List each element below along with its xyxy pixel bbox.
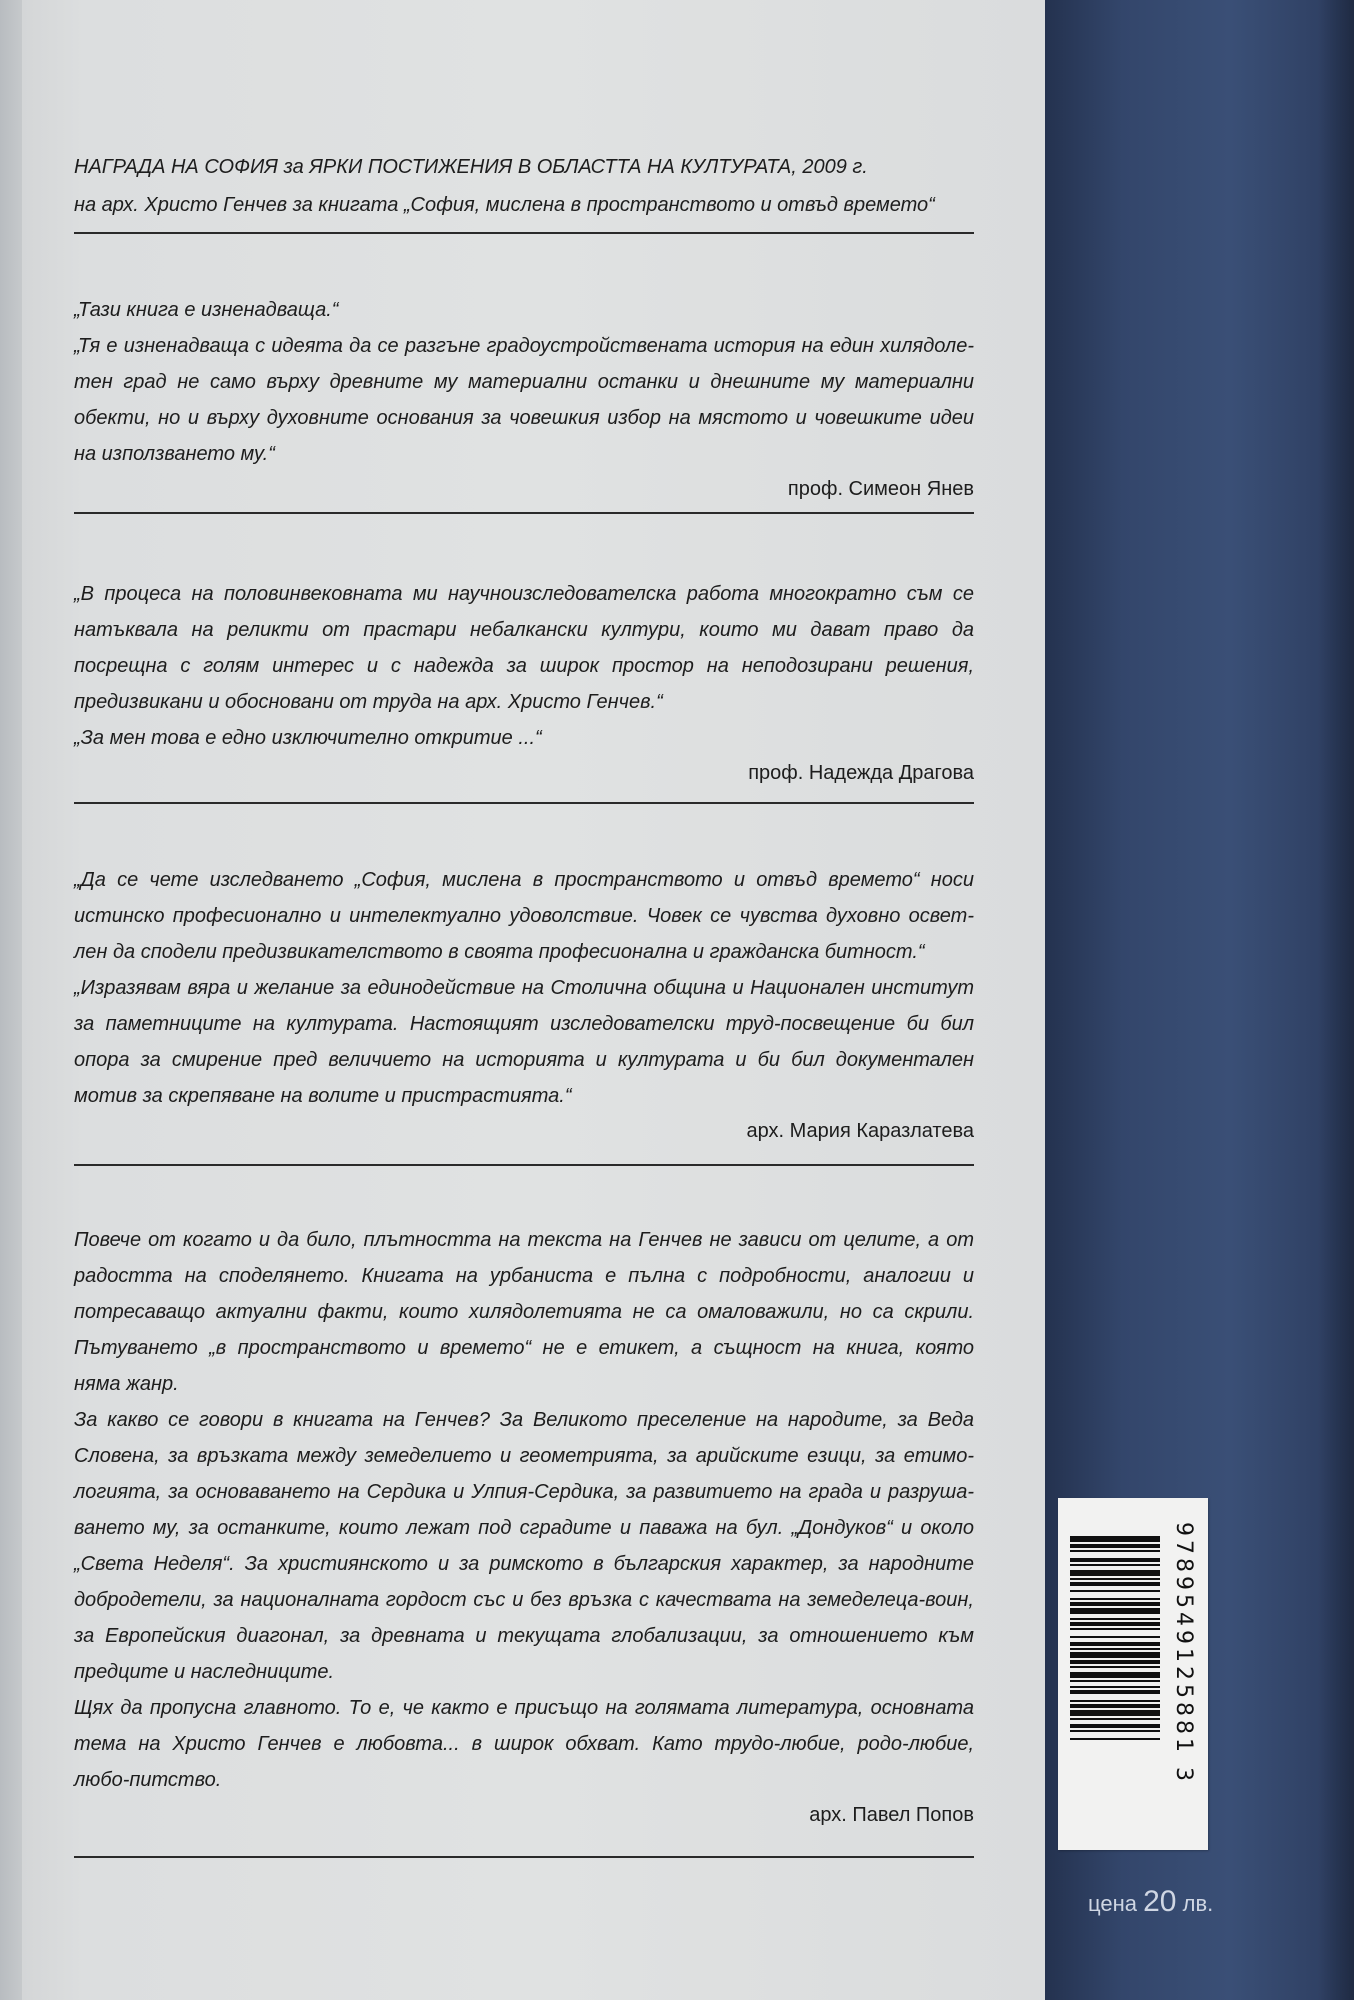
barcode-bar	[1070, 1690, 1160, 1694]
quote-line: лен да сподели предизвикателството в своята професионална и гражданска битност.“	[74, 941, 925, 963]
quote-line: опора за смирение пред величието на историята и културата и би бил документален	[74, 1049, 974, 1071]
quote-line: „Изразявам вяра и желание за единодействие на Столична община и Национален институт	[74, 977, 974, 999]
barcode-bar	[1070, 1700, 1160, 1702]
review-line: ването му, за останките, които лежат под сградите и паважа на бул. „Дондуков“ и около	[74, 1517, 974, 1539]
divider-rule	[74, 512, 974, 514]
barcode-bar	[1070, 1718, 1160, 1720]
quote-line: „В процеса на половинвековната ми научноизследователска работа многократно съм се	[74, 583, 974, 605]
review-line: Словена, за връзката между земеделието и геометрията, за арийските езици, за етимо-	[74, 1445, 974, 1467]
quote-yanev	[74, 292, 974, 506]
barcode-bar	[1070, 1582, 1160, 1586]
review-line: предците и наследниците.	[74, 1661, 335, 1683]
review-line: любо-питство.	[74, 1769, 222, 1791]
barcode-bar	[1070, 1686, 1160, 1688]
quote-line: мотив за скрепяване на волите и пристрастията.“	[74, 1085, 572, 1107]
barcode-bar	[1070, 1704, 1160, 1708]
barcode-bar	[1070, 1544, 1160, 1548]
barcode-bar	[1070, 1648, 1160, 1650]
quote-karazlateva	[74, 862, 974, 1148]
barcode-bar	[1070, 1636, 1160, 1638]
review-line: логията, за основаването на Сердика и Улпия-Сердика, за развитието на града и разруша-	[74, 1481, 974, 1503]
barcode-bar	[1070, 1564, 1160, 1566]
barcode-bar	[1070, 1578, 1160, 1580]
award-line-1: НАГРАДА НА СОФИЯ за ЯРКИ ПОСТИЖЕНИЯ В ОБЛАСТТА НА КУЛТУРАТА, 2009 г.	[74, 156, 868, 178]
quote-line: за паметниците на културата. Настоящият изследователски труд-посвещение би бил	[74, 1013, 974, 1035]
barcode-bar	[1070, 1602, 1160, 1606]
barcode-bar	[1070, 1710, 1160, 1716]
divider-rule	[74, 1164, 974, 1166]
barcode-bar	[1070, 1570, 1160, 1576]
quote-line: „Тя е изненадваща с идеята да се разгъне градоустройствената история на един хилядоле-	[74, 335, 974, 357]
barcode-bar	[1070, 1642, 1160, 1646]
barcode-bar	[1070, 1680, 1160, 1682]
quote-line: „Да се чете изследването „София, мислена в пространството и отвъд времето“ носи	[74, 869, 974, 891]
quote-line: посрещна с голям интерес и с надежда за широк простор на неподозирани решения,	[74, 655, 974, 677]
price-tag	[1088, 1885, 1213, 1919]
quote-line: „Тази книга е изненадваща.“	[74, 299, 339, 321]
review-line: Щях да пропусна главното. То е, че както е присъщо на голямата литература, основната	[74, 1697, 974, 1719]
review-line: Повече от когато и да било, плътността на текста на Генчев не зависи от целите, а от	[74, 1229, 974, 1251]
barcode-bar	[1070, 1724, 1160, 1728]
barcode-bar	[1070, 1666, 1160, 1668]
divider-rule	[74, 232, 974, 234]
barcode-bar	[1070, 1618, 1160, 1620]
barcode-icon	[1070, 1536, 1160, 1836]
barcode-bar	[1070, 1730, 1160, 1732]
barcode-bar	[1070, 1672, 1160, 1678]
price-currency: лв.	[1182, 1891, 1214, 1916]
barcode-bar	[1070, 1660, 1160, 1664]
barcode-bar	[1070, 1590, 1160, 1592]
review-line: за Европейския диагонал, за древната и текущата глобализации, за отношението към	[74, 1625, 974, 1647]
review-line: „Света Неделя“. За християнското и за римското в българския характер, за народните	[74, 1553, 974, 1575]
barcode-bar	[1070, 1652, 1160, 1658]
quote-author: проф. Симеон Янев	[787, 478, 974, 500]
price-label: цена	[1088, 1891, 1137, 1916]
barcode-bar	[1070, 1608, 1160, 1614]
barcode-bar	[1070, 1738, 1160, 1740]
review-line: няма жанр.	[74, 1373, 179, 1395]
review-line: радостта на споделянето. Книгата на урбаниста е пълна с подробности, аналогии и	[74, 1265, 974, 1287]
barcode-bar	[1070, 1550, 1160, 1552]
quote-author: арх. Мария Каразлатева	[746, 1120, 974, 1142]
review-line: добродетели, за националната гордост със и без връзка с качествата на земеделеца-воин,	[74, 1589, 974, 1611]
isbn-number: 9789549125881 3	[1171, 1522, 1196, 1785]
quote-dragova	[74, 576, 974, 790]
barcode-bar	[1070, 1622, 1160, 1626]
review-line: Пътуването „в пространството и времето“ не е етикет, а същност на книга, която	[74, 1337, 974, 1359]
barcode-bar	[1070, 1598, 1160, 1600]
review-line: За какво се говори в книгата на Генчев? За Великото преселение на народите, за Веда	[74, 1409, 974, 1431]
barcode-bar	[1070, 1558, 1160, 1562]
award-statement	[74, 148, 974, 224]
price-amount: 20	[1143, 1885, 1177, 1918]
quote-author: проф. Надежда Драгова	[748, 762, 974, 784]
divider-rule	[74, 1856, 974, 1858]
quote-line: истинско професионално и интелектуално удоволствие. Човек се чувства духовно освет-	[74, 905, 974, 927]
barcode-sticker	[1058, 1498, 1208, 1850]
award-line-2: на арх. Христо Генчев за книгата „София, мислена в пространството и отвъд времето“	[74, 194, 935, 216]
quote-line: предизвикани и обосновани от труда на арх. Христо Генчев.“	[74, 691, 663, 713]
quote-line: на използването му.“	[74, 443, 275, 465]
quote-line: „За мен това е едно изключително откритие ...“	[74, 727, 542, 749]
barcode-bar	[1070, 1628, 1160, 1630]
quote-line: натъквала на реликти от прастари небалкански култури, които ми дават право да	[74, 619, 974, 641]
quote-line: обекти, но и върху духовните основания за човешкия избор на мястото и човешките идеи	[74, 407, 974, 429]
review-line: тема на Христо Генчев е любовта... в широк обхват. Като трудо-любие, родо-любие,	[74, 1733, 974, 1755]
review-line: потресаващо актуални факти, които хилядолетията не са омаловажили, но са скрили.	[74, 1301, 974, 1323]
quote-line: тен град не само върху древните му материални останки и днешните му материални	[74, 371, 974, 393]
divider-rule	[74, 802, 974, 804]
barcode-bar	[1070, 1536, 1160, 1542]
review-popov	[74, 1222, 974, 1832]
review-author: арх. Павел Попов	[809, 1804, 974, 1826]
back-cover-page	[22, 0, 1045, 2000]
